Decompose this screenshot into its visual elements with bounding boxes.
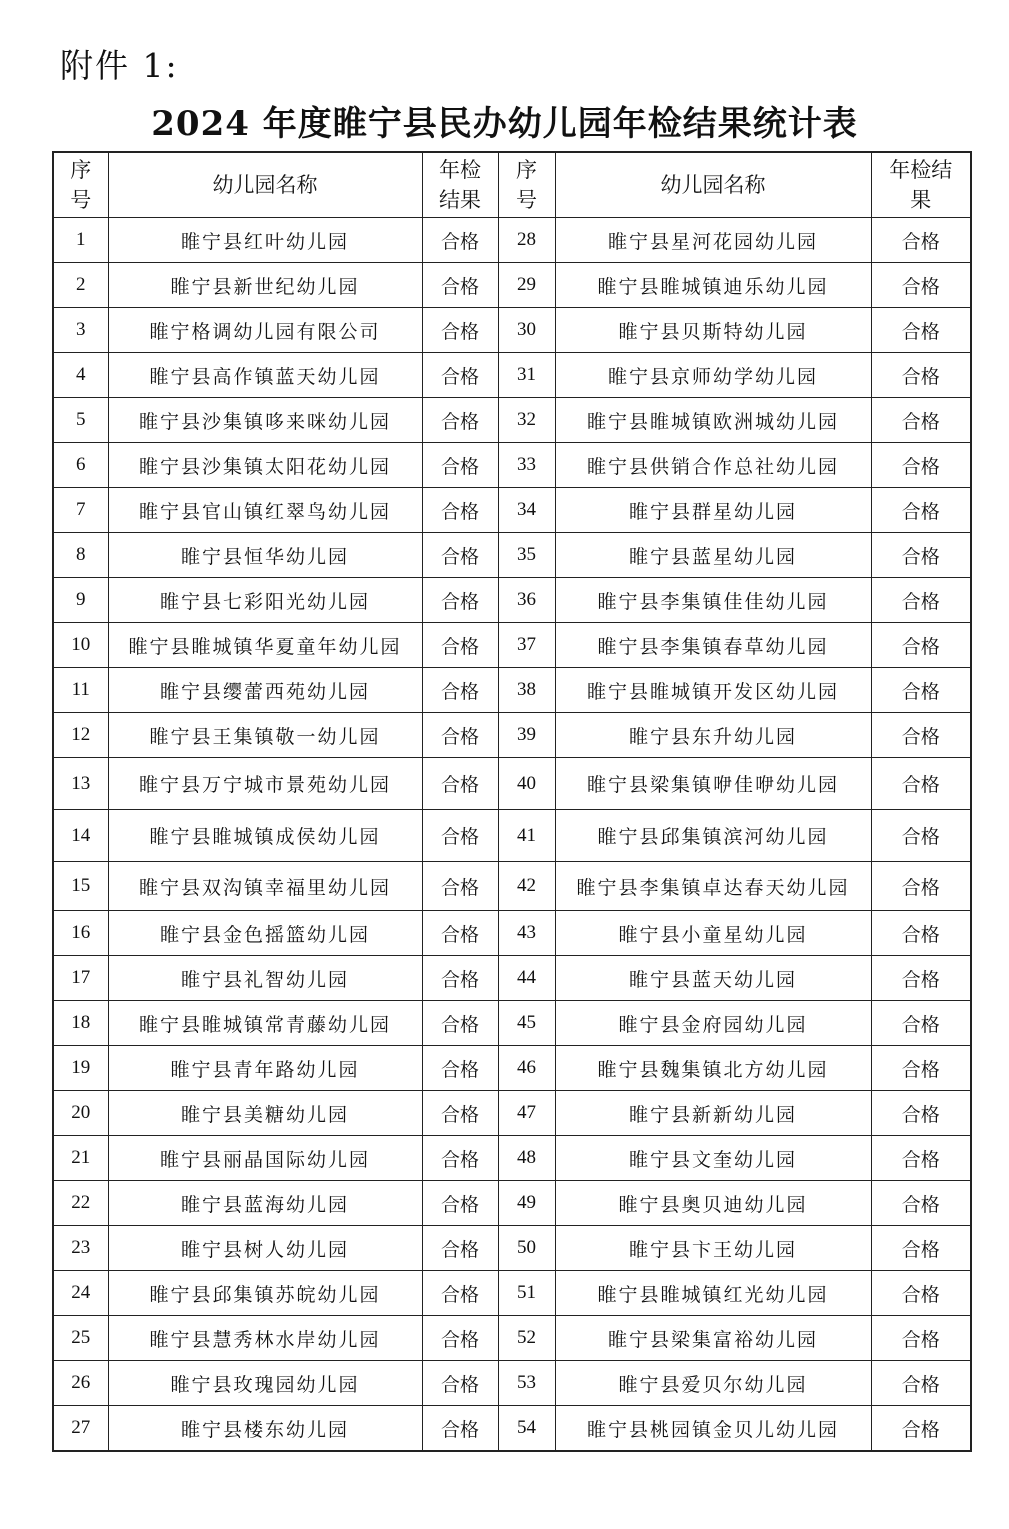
left-name-cell: 睢宁县红叶幼儿园 <box>108 218 422 263</box>
right-result-cell: 合格 <box>871 1316 971 1361</box>
left-seq-cell: 26 <box>53 1361 108 1406</box>
right-result-cell: 合格 <box>871 353 971 398</box>
left-result-cell: 合格 <box>422 623 498 668</box>
right-result-cell: 合格 <box>871 263 971 308</box>
left-seq-cell: 25 <box>53 1316 108 1361</box>
left-seq-cell: 3 <box>53 308 108 353</box>
left-seq-cell: 12 <box>53 713 108 758</box>
right-result-cell: 合格 <box>871 308 971 353</box>
table-row <box>53 443 971 488</box>
table-row <box>53 1361 971 1406</box>
right-result-cell: 合格 <box>871 623 971 668</box>
right-result-cell: 合格 <box>871 1406 971 1452</box>
left-seq-cell: 17 <box>53 956 108 1001</box>
left-seq-cell: 19 <box>53 1046 108 1091</box>
left-name-cell: 睢宁县青年路幼儿园 <box>108 1046 422 1091</box>
left-result-cell: 合格 <box>422 758 498 810</box>
right-seq-cell: 41 <box>498 810 555 862</box>
left-seq-cell: 24 <box>53 1271 108 1316</box>
right-name-cell: 睢宁县李集镇佳佳幼儿园 <box>555 578 871 623</box>
right-seq-cell: 51 <box>498 1271 555 1316</box>
right-result-cell: 合格 <box>871 1271 971 1316</box>
left-result-cell: 合格 <box>422 1271 498 1316</box>
left-seq-cell: 5 <box>53 398 108 443</box>
right-seq-cell: 33 <box>498 443 555 488</box>
left-result-cell: 合格 <box>422 1181 498 1226</box>
table-row <box>53 488 971 533</box>
table-row <box>53 308 971 353</box>
right-seq-cell: 52 <box>498 1316 555 1361</box>
table-row <box>53 1136 971 1181</box>
left-name-cell: 睢宁县蓝海幼儿园 <box>108 1181 422 1226</box>
right-seq-cell: 37 <box>498 623 555 668</box>
left-name-cell: 睢宁县七彩阳光幼儿园 <box>108 578 422 623</box>
right-seq-cell: 35 <box>498 533 555 578</box>
right-seq-cell: 44 <box>498 956 555 1001</box>
right-name-cell: 睢宁县蓝天幼儿园 <box>555 956 871 1001</box>
right-result-cell: 合格 <box>871 713 971 758</box>
left-seq-cell: 10 <box>53 623 108 668</box>
right-result-cell: 合格 <box>871 218 971 263</box>
left-seq-cell: 11 <box>53 668 108 713</box>
right-seq-cell: 39 <box>498 713 555 758</box>
right-result-cell: 合格 <box>871 862 971 911</box>
left-name-cell: 睢宁县邱集镇苏皖幼儿园 <box>108 1271 422 1316</box>
left-seq-cell: 21 <box>53 1136 108 1181</box>
left-result-cell: 合格 <box>422 533 498 578</box>
right-seq-cell: 45 <box>498 1001 555 1046</box>
left-result-cell: 合格 <box>422 353 498 398</box>
right-seq-cell: 54 <box>498 1406 555 1452</box>
left-name-cell: 睢宁县王集镇敬一幼儿园 <box>108 713 422 758</box>
table-row <box>53 911 971 956</box>
left-result-cell: 合格 <box>422 488 498 533</box>
right-seq-cell: 43 <box>498 911 555 956</box>
left-seq-cell: 2 <box>53 263 108 308</box>
results-table <box>52 151 972 1452</box>
left-name-cell: 睢宁县恒华幼儿园 <box>108 533 422 578</box>
right-seq-cell: 48 <box>498 1136 555 1181</box>
right-result-cell: 合格 <box>871 1361 971 1406</box>
left-seq-cell: 6 <box>53 443 108 488</box>
right-name-cell: 睢宁县睢城镇红光幼儿园 <box>555 1271 871 1316</box>
table-row <box>53 668 971 713</box>
header-seq-right: 序 号 <box>498 152 555 218</box>
left-name-cell: 睢宁县睢城镇华夏童年幼儿园 <box>108 623 422 668</box>
left-seq-cell: 23 <box>53 1226 108 1271</box>
left-result-cell: 合格 <box>422 911 498 956</box>
right-seq-cell: 40 <box>498 758 555 810</box>
table-row <box>53 263 971 308</box>
table-row <box>53 353 971 398</box>
left-seq-cell: 13 <box>53 758 108 810</box>
table-row <box>53 1091 971 1136</box>
right-name-cell: 睢宁县梁集富裕幼儿园 <box>555 1316 871 1361</box>
right-result-cell: 合格 <box>871 443 971 488</box>
right-seq-cell: 36 <box>498 578 555 623</box>
right-name-cell: 睢宁县睢城镇迪乐幼儿园 <box>555 263 871 308</box>
right-result-cell: 合格 <box>871 1181 971 1226</box>
left-name-cell: 睢宁县楼东幼儿园 <box>108 1406 422 1452</box>
attachment-label: 附件 1: <box>60 46 179 85</box>
right-seq-cell: 46 <box>498 1046 555 1091</box>
right-result-cell: 合格 <box>871 956 971 1001</box>
left-name-cell: 睢宁县丽晶国际幼儿园 <box>108 1136 422 1181</box>
right-name-cell: 睢宁县新新幼儿园 <box>555 1091 871 1136</box>
left-name-cell: 睢宁县沙集镇哆来咪幼儿园 <box>108 398 422 443</box>
table-row <box>53 1181 971 1226</box>
table-row <box>53 533 971 578</box>
left-result-cell: 合格 <box>422 1046 498 1091</box>
right-result-cell: 合格 <box>871 1136 971 1181</box>
left-result-cell: 合格 <box>422 1136 498 1181</box>
left-name-cell: 睢宁县礼智幼儿园 <box>108 956 422 1001</box>
left-result-cell: 合格 <box>422 1001 498 1046</box>
left-result-cell: 合格 <box>422 398 498 443</box>
header-name-left: 幼儿园名称 <box>108 152 422 218</box>
left-name-cell: 睢宁县睢城镇常青藤幼儿园 <box>108 1001 422 1046</box>
table-row <box>53 623 971 668</box>
left-result-cell: 合格 <box>422 713 498 758</box>
left-result-cell: 合格 <box>422 443 498 488</box>
right-seq-cell: 38 <box>498 668 555 713</box>
left-seq-cell: 1 <box>53 218 108 263</box>
left-result-cell: 合格 <box>422 578 498 623</box>
left-name-cell: 睢宁县高作镇蓝天幼儿园 <box>108 353 422 398</box>
right-result-cell: 合格 <box>871 533 971 578</box>
right-seq-cell: 47 <box>498 1091 555 1136</box>
left-name-cell: 睢宁格调幼儿园有限公司 <box>108 308 422 353</box>
left-result-cell: 合格 <box>422 862 498 911</box>
left-name-cell: 睢宁县睢城镇成侯幼儿园 <box>108 810 422 862</box>
left-result-cell: 合格 <box>422 1406 498 1452</box>
right-name-cell: 睢宁县星河花园幼儿园 <box>555 218 871 263</box>
right-seq-cell: 53 <box>498 1361 555 1406</box>
left-result-cell: 合格 <box>422 263 498 308</box>
table-row <box>53 578 971 623</box>
left-seq-cell: 15 <box>53 862 108 911</box>
left-result-cell: 合格 <box>422 956 498 1001</box>
table-row <box>53 1271 971 1316</box>
left-seq-cell: 27 <box>53 1406 108 1452</box>
right-seq-cell: 50 <box>498 1226 555 1271</box>
right-result-cell: 合格 <box>871 810 971 862</box>
right-name-cell: 睢宁县卞王幼儿园 <box>555 1226 871 1271</box>
right-result-cell: 合格 <box>871 398 971 443</box>
left-seq-cell: 22 <box>53 1181 108 1226</box>
table-row <box>53 218 971 263</box>
left-seq-cell: 8 <box>53 533 108 578</box>
table-row <box>53 1226 971 1271</box>
right-name-cell: 睢宁县贝斯特幼儿园 <box>555 308 871 353</box>
right-seq-cell: 32 <box>498 398 555 443</box>
header-result-right: 年检结 果 <box>871 152 971 218</box>
right-name-cell: 睢宁县桃园镇金贝儿幼儿园 <box>555 1406 871 1452</box>
table-row <box>53 1316 971 1361</box>
table-body <box>53 218 971 1452</box>
right-name-cell: 睢宁县李集镇卓达春天幼儿园 <box>555 862 871 911</box>
header-seq-left: 序 号 <box>53 152 108 218</box>
right-seq-cell: 31 <box>498 353 555 398</box>
left-name-cell: 睢宁县万宁城市景苑幼儿园 <box>108 758 422 810</box>
left-name-cell: 睢宁县双沟镇幸福里幼儿园 <box>108 862 422 911</box>
left-name-cell: 睢宁县慧秀林水岸幼儿园 <box>108 1316 422 1361</box>
table-row <box>53 1406 971 1452</box>
left-seq-cell: 14 <box>53 810 108 862</box>
table-row <box>53 956 971 1001</box>
left-name-cell: 睢宁县新世纪幼儿园 <box>108 263 422 308</box>
right-name-cell: 睢宁县金府园幼儿园 <box>555 1001 871 1046</box>
right-name-cell: 睢宁县供销合作总社幼儿园 <box>555 443 871 488</box>
left-name-cell: 睢宁县树人幼儿园 <box>108 1226 422 1271</box>
right-result-cell: 合格 <box>871 758 971 810</box>
table-row <box>53 810 971 862</box>
right-name-cell: 睢宁县蓝星幼儿园 <box>555 533 871 578</box>
right-name-cell: 睢宁县小童星幼儿园 <box>555 911 871 956</box>
right-seq-cell: 49 <box>498 1181 555 1226</box>
left-result-cell: 合格 <box>422 1226 498 1271</box>
right-name-cell: 睢宁县奥贝迪幼儿园 <box>555 1181 871 1226</box>
right-name-cell: 睢宁县文奎幼儿园 <box>555 1136 871 1181</box>
left-result-cell: 合格 <box>422 218 498 263</box>
right-name-cell: 睢宁县京师幼学幼儿园 <box>555 353 871 398</box>
table-row <box>53 713 971 758</box>
header-result-left: 年检 结果 <box>422 152 498 218</box>
right-name-cell: 睢宁县东升幼儿园 <box>555 713 871 758</box>
left-seq-cell: 20 <box>53 1091 108 1136</box>
table-row <box>53 758 971 810</box>
left-name-cell: 睢宁县沙集镇太阳花幼儿园 <box>108 443 422 488</box>
right-result-cell: 合格 <box>871 668 971 713</box>
right-name-cell: 睢宁县爱贝尔幼儿园 <box>555 1361 871 1406</box>
left-name-cell: 睢宁县官山镇红翠鸟幼儿园 <box>108 488 422 533</box>
right-result-cell: 合格 <box>871 488 971 533</box>
table-row <box>53 1046 971 1091</box>
table-row <box>53 398 971 443</box>
right-result-cell: 合格 <box>871 578 971 623</box>
left-seq-cell: 18 <box>53 1001 108 1046</box>
right-name-cell: 睢宁县睢城镇欧洲城幼儿园 <box>555 398 871 443</box>
right-result-cell: 合格 <box>871 1001 971 1046</box>
right-name-cell: 睢宁县邱集镇滨河幼儿园 <box>555 810 871 862</box>
right-result-cell: 合格 <box>871 911 971 956</box>
right-seq-cell: 29 <box>498 263 555 308</box>
left-result-cell: 合格 <box>422 308 498 353</box>
page-title: 2024 年度睢宁县民办幼儿园年检结果统计表 <box>151 104 858 144</box>
right-name-cell: 睢宁县群星幼儿园 <box>555 488 871 533</box>
left-result-cell: 合格 <box>422 1091 498 1136</box>
right-name-cell: 睢宁县睢城镇开发区幼儿园 <box>555 668 871 713</box>
right-name-cell: 睢宁县李集镇春草幼儿园 <box>555 623 871 668</box>
table-row <box>53 1001 971 1046</box>
right-seq-cell: 34 <box>498 488 555 533</box>
left-result-cell: 合格 <box>422 1316 498 1361</box>
left-seq-cell: 7 <box>53 488 108 533</box>
right-name-cell: 睢宁县魏集镇北方幼儿园 <box>555 1046 871 1091</box>
left-seq-cell: 4 <box>53 353 108 398</box>
left-name-cell: 睢宁县缨蕾西苑幼儿园 <box>108 668 422 713</box>
right-seq-cell: 42 <box>498 862 555 911</box>
right-result-cell: 合格 <box>871 1226 971 1271</box>
right-seq-cell: 28 <box>498 218 555 263</box>
left-seq-cell: 9 <box>53 578 108 623</box>
header-name-right: 幼儿园名称 <box>555 152 871 218</box>
table-row <box>53 862 971 911</box>
right-result-cell: 合格 <box>871 1091 971 1136</box>
right-result-cell: 合格 <box>871 1046 971 1091</box>
right-name-cell: 睢宁县梁集镇咿佳咿幼儿园 <box>555 758 871 810</box>
left-result-cell: 合格 <box>422 668 498 713</box>
left-name-cell: 睢宁县玫瑰园幼儿园 <box>108 1361 422 1406</box>
left-name-cell: 睢宁县美糖幼儿园 <box>108 1091 422 1136</box>
left-name-cell: 睢宁县金色摇篮幼儿园 <box>108 911 422 956</box>
right-seq-cell: 30 <box>498 308 555 353</box>
left-result-cell: 合格 <box>422 1361 498 1406</box>
table-header-row <box>53 152 971 218</box>
left-seq-cell: 16 <box>53 911 108 956</box>
left-result-cell: 合格 <box>422 810 498 862</box>
